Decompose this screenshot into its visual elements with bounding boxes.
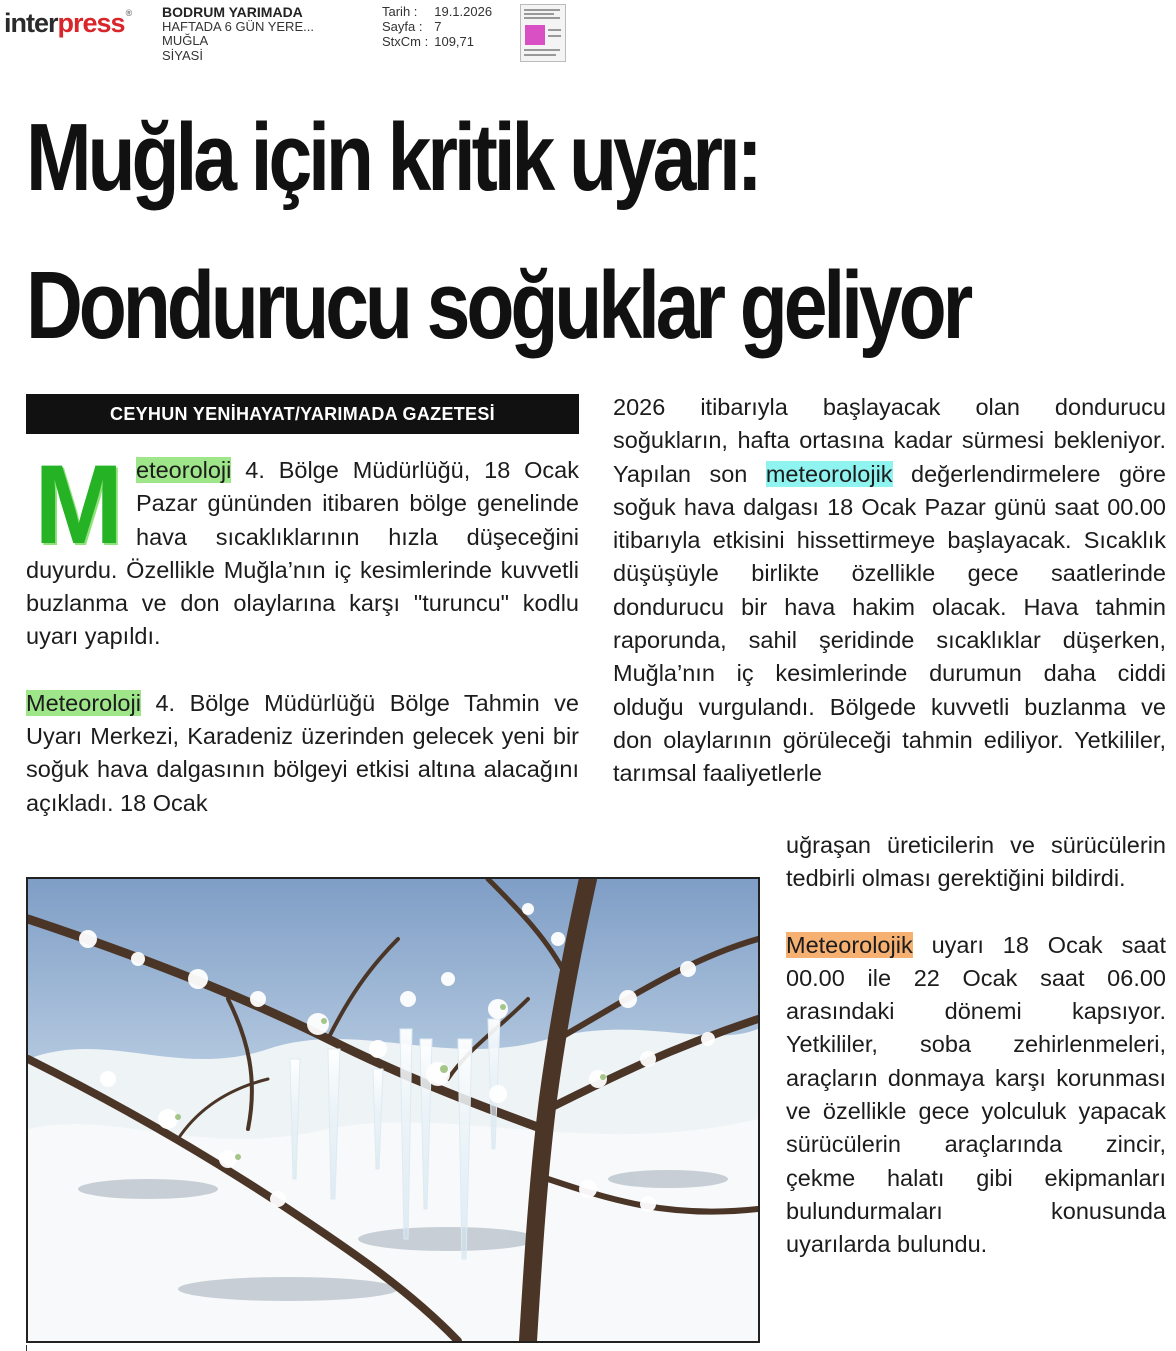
paragraph-text: 4. Bölge Müdürlüğü, 18 Ocak Pazar gününden itibaren bölge genelinde hava sıcaklıklarının hızla düşeceğini duyurdu. Özellikle Muğla’nın iç kesimlerinde kuvvetli buzlanma ve don olaylarına karşı "turuncu" kodlu uyarı yapıldı. (26, 457, 579, 650)
meta-label: Sayfa : (382, 19, 423, 34)
meta-row-page (382, 19, 498, 34)
meta-row-date (382, 4, 498, 19)
keyword-highlight: meteorolojik (765, 460, 893, 487)
paragraph-4 (786, 929, 1166, 1262)
thumbnail-image (525, 25, 545, 45)
paragraph-1 (26, 442, 579, 654)
article-column-right-bottom (786, 829, 1166, 1262)
meta-label: StxCm : (382, 34, 429, 49)
keyword-highlight: Meteorolojik (786, 931, 913, 958)
meta-value: 19.1.2026 (434, 4, 493, 19)
interpress-logo (4, 8, 131, 39)
paragraph-text: 2026 itibarıyla başlayacak olan dondurucu soğukların, hafta ortasına kadar sürmesi bekleniyor. Yapılan son (613, 394, 1166, 487)
page-thumbnail[interactable] (520, 4, 566, 62)
publication-info (162, 5, 362, 63)
publication-name: BODRUM YARIMADA (162, 4, 303, 20)
frozen-tree-illustration (28, 879, 758, 1341)
meta-row-stxcm (382, 34, 498, 49)
keyword-highlight: Meteoroloji (26, 689, 141, 716)
paragraph-3 (613, 391, 1166, 791)
meta-value: 109,71 (434, 34, 474, 49)
paragraph-text: 4. Bölge Müdürlüğü Bölge Tahmin ve Uyarı Merkezi, Karadeniz üzerinden gelecek yeni bir soğuk hava dalgasının bölgeyi etkisi altına alacağını açıkladı. 18 Ocak (26, 689, 579, 816)
meta-value: 7 (434, 19, 442, 34)
thumbnail-line (524, 54, 556, 56)
clipping-edge-mark (26, 1345, 27, 1351)
publication-category: SİYASİ (162, 47, 203, 63)
keyword-highlight: eteoroloji (136, 457, 232, 483)
article-photo (26, 877, 760, 1343)
headline-line-1: Muğla için kritik uyarı: (26, 104, 759, 211)
thumbnail-line (524, 13, 554, 15)
article-column-right-top (613, 391, 1166, 791)
thumbnail-line (524, 17, 560, 19)
meta-label: Tarih : (382, 4, 418, 19)
article-headline (26, 84, 969, 380)
clipping-meta (382, 4, 498, 49)
logo-main-text: inter (4, 8, 58, 38)
publication-frequency: HAFTADA 6 GÜN YERE... (162, 18, 314, 34)
paragraph-text: değerlendirmelere göre soğuk hava dalgası 18 Ocak Pazar günü saat 00.00 itibarıyla etkisini hissettirmeye başlayacak. Sıcaklık düşüşüyle birlikte özellikle gece saatlerinde dondurucu bir hava hakim olacak. Hava tahmin raporunda, sahil şeridinde sıcaklıklar düşerken, Muğla’nın iç kesimlerinde durumun daha ciddi olduğu vurgulandı. Bölgede kuvvetli buzlanma ve don olaylarının görüleceği tahmin ediliyor. Yetkililer, tarımsal faaliyetlerle (613, 460, 1166, 787)
thumbnail-line (524, 9, 560, 11)
logo-accent-text: press (57, 8, 125, 38)
thumbnail-line (524, 49, 560, 51)
thumbnail-line (548, 29, 561, 31)
paragraph-2 (26, 687, 579, 820)
paragraph-3-continued: uğraşan üreticilerin ve sürücülerin tedbirli olması gerektiğini bildirdi. (786, 832, 1166, 892)
paragraph-text: uyarı 18 Ocak saat 00.00 ile 22 Ocak saat 06.00 arasındaki dönemi kapsıyor. Yetkililer, soba zehirlenmeleri, araçların donmaya karşı korunması ve özellikle gece yolculuk yapacak sürücülerin araçlarında zincir, çekme halatı gibi ekipmanları bulundurmaları konusunda uyarılarda bulundu. (786, 931, 1166, 1258)
publication-region: MUĞLA (162, 33, 209, 48)
byline-bar: CEYHUN YENİHAYAT/YARIMADA GAZETESİ (26, 394, 579, 434)
thumbnail-line (548, 35, 561, 37)
article-column-left (26, 442, 579, 820)
drop-cap: M (34, 442, 124, 567)
headline-line-2: Dondurucu soğuklar geliyor (26, 252, 970, 359)
registered-mark: ® (125, 8, 132, 18)
